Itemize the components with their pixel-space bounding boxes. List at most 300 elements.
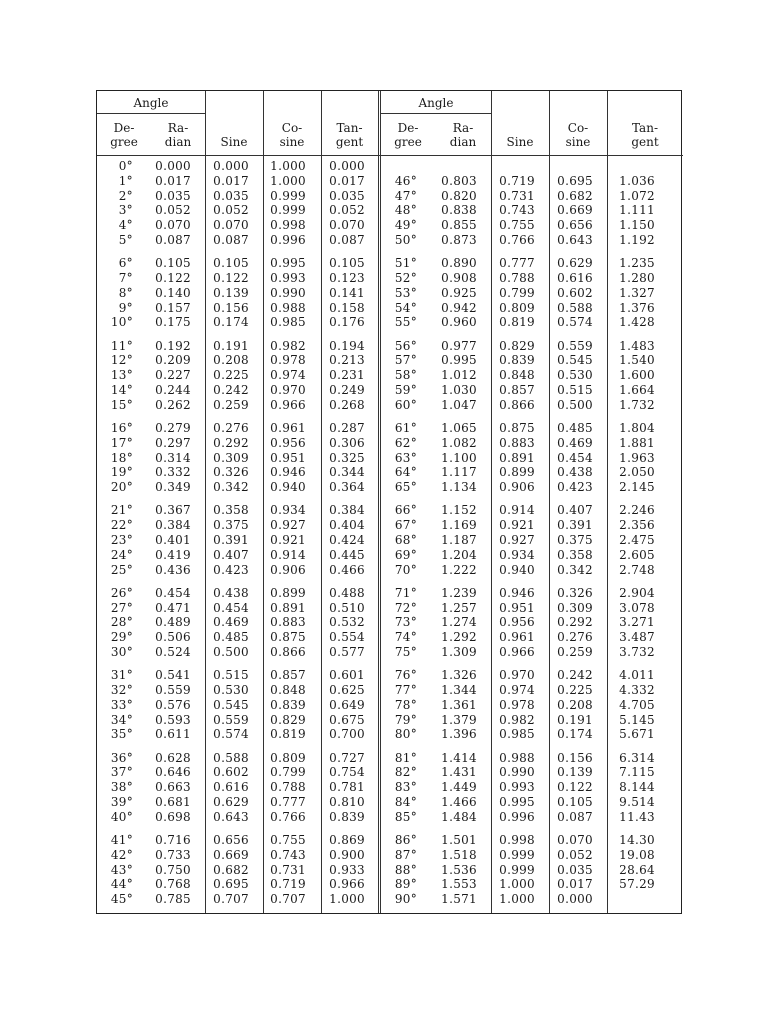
sine-cell: 0.998	[499, 833, 535, 847]
tangent-cell: 0.000	[329, 159, 365, 173]
cosine-cell: 0.485	[557, 421, 593, 435]
tangent-cell: 0.700	[329, 727, 365, 742]
tangent-cell: 19.08	[619, 847, 655, 862]
tangent-cell: 8.144	[619, 780, 655, 795]
sine-cell: 0.559	[213, 712, 249, 727]
cosine-cell: 0.731	[270, 862, 306, 877]
degree-cell: 54°	[394, 300, 417, 315]
tangent-cell: 1.963	[619, 450, 655, 465]
degree-cell: 32°	[110, 683, 133, 697]
sine-cell: 0.156	[213, 300, 249, 315]
degree-cell: 53°	[394, 285, 417, 300]
sine-cell: 0.848	[499, 368, 535, 383]
degree-cell: 73°	[394, 615, 417, 630]
degree-cell: 58°	[394, 368, 417, 383]
degree-cell: 59°	[394, 383, 417, 397]
tangent-cell: 0.554	[329, 630, 365, 645]
radian-cell: 1.326	[441, 668, 477, 683]
radian-cell: 0.140	[155, 285, 191, 300]
tangent-cell: 1.600	[619, 368, 655, 383]
tangent-cell: 0.532	[329, 615, 365, 630]
tangent-cell: 2.246	[619, 503, 655, 518]
tangent-cell: 2.145	[619, 480, 655, 495]
sine-cell: 0.707	[213, 892, 249, 907]
degree-cell: 28°	[110, 615, 133, 630]
tangent-cell: 0.445	[329, 547, 365, 562]
angle-header-rule	[97, 113, 205, 114]
tangent-cell: 2.748	[619, 562, 655, 577]
degree-cell: 84°	[394, 795, 417, 809]
degree-cell: 34°	[110, 712, 133, 727]
degree-cell: 12°	[110, 353, 133, 368]
tangent-cell: 2.904	[619, 585, 655, 600]
radian-cell: 0.803	[441, 173, 477, 188]
header-sine-left: Sine	[220, 135, 248, 149]
degree-cell: 24°	[110, 547, 133, 562]
sine-cell: 0.588	[213, 750, 249, 765]
sine-cell: 0.276	[213, 421, 249, 435]
sine-cell: 0.139	[213, 285, 249, 300]
radian-cell: 0.401	[155, 533, 191, 547]
radian-cell: 0.052	[155, 203, 191, 218]
radian-cell: 0.017	[155, 173, 191, 188]
cosine-cell: 0.946	[270, 465, 306, 480]
tangent-cell: 5.145	[619, 712, 655, 727]
radian-cell: 1.274	[441, 615, 477, 630]
degree-cell: 35°	[110, 727, 133, 742]
tangent-cell: 1.540	[619, 353, 655, 368]
sine-cell: 0.985	[499, 727, 535, 742]
tangent-cell	[595, 892, 655, 907]
tangent-cell: 0.364	[329, 480, 365, 495]
radian-cell: 0.995	[441, 353, 477, 368]
radian-cell: 0.192	[155, 338, 191, 353]
radian-cell: 1.431	[441, 765, 477, 780]
tangent-cell: 0.649	[329, 697, 365, 712]
radian-cell: 1.379	[441, 712, 477, 727]
tangent-cell: 4.705	[619, 697, 655, 712]
degree-cell: 87°	[394, 847, 417, 862]
degree-cell: 21°	[110, 503, 133, 518]
radian-cell: 1.047	[441, 397, 477, 412]
sine-cell: 0.839	[499, 353, 535, 368]
cosine-cell: 0.866	[270, 645, 306, 659]
sine-cell: 0.978	[499, 697, 535, 712]
tangent-cell: 0.625	[329, 683, 365, 697]
cosine-cell: 0.940	[270, 480, 306, 495]
header-angle-left: Angle	[133, 96, 169, 110]
radian-cell: 0.559	[155, 683, 191, 697]
radian-cell: 1.222	[441, 562, 477, 577]
header-rule	[97, 155, 683, 156]
sine-cell: 0.809	[499, 300, 535, 315]
radian-cell: 0.297	[155, 435, 191, 450]
radian-cell: 0.611	[155, 727, 191, 742]
degree-cell: 46°	[394, 173, 417, 188]
tangent-cell: 0.306	[329, 435, 365, 450]
sine-cell: 0.766	[499, 233, 535, 247]
sine-cell: 0.087	[213, 233, 249, 247]
tangent-cell: 0.141	[329, 285, 365, 300]
sine-cell: 0.485	[213, 630, 249, 645]
radian-cell: 0.209	[155, 353, 191, 368]
radian-cell: 0.820	[441, 188, 477, 203]
degree-cell: 85°	[394, 809, 417, 824]
cosine-cell: 0.999	[270, 188, 306, 203]
degree-cell: 8°	[118, 285, 133, 300]
sine-cell: 0.988	[499, 750, 535, 765]
radian-cell: 0.384	[155, 518, 191, 533]
radian-cell: 0.628	[155, 750, 191, 765]
radian-cell: 0.122	[155, 271, 191, 285]
sine-cell: 0.122	[213, 271, 249, 285]
tangent-cell: 0.675	[329, 712, 365, 727]
sine-cell: 0.469	[213, 615, 249, 630]
sine-cell: 0.995	[499, 795, 535, 809]
radian-cell: 0.367	[155, 503, 191, 518]
tangent-cell: 0.488	[329, 585, 365, 600]
degree-cell: 75°	[394, 645, 417, 659]
cosine-cell: 0.515	[557, 383, 593, 397]
cosine-cell: 0.848	[270, 683, 306, 697]
sine-cell: 0.656	[213, 833, 249, 847]
degree-cell: 11°	[110, 338, 133, 353]
sine-cell: 0.682	[213, 862, 249, 877]
header-radian-left: Ra- dian	[164, 121, 192, 149]
degree-cell: 72°	[394, 600, 417, 615]
cosine-cell: 0.682	[557, 188, 593, 203]
radian-cell: 0.314	[155, 450, 191, 465]
sine-cell: 0.616	[213, 780, 249, 795]
sine-cell: 0.966	[499, 645, 535, 659]
tangent-cell: 4.332	[619, 683, 655, 697]
tangent-cell: 0.070	[329, 218, 365, 233]
sine-cell: 0.530	[213, 683, 249, 697]
radian-cell: 0.925	[441, 285, 477, 300]
cosine-cell: 0.719	[270, 877, 306, 892]
cosine-cell: 0.875	[270, 630, 306, 645]
degree-cell: 50°	[394, 233, 417, 247]
cosine-cell: 0.799	[270, 765, 306, 780]
radian-cell: 0.524	[155, 645, 191, 659]
radian-cell: 1.134	[441, 480, 477, 495]
degree-cell: 36°	[110, 750, 133, 765]
sine-cell: 0.105	[213, 256, 249, 271]
radian-cell: 0.157	[155, 300, 191, 315]
degree-cell: 80°	[394, 727, 417, 742]
degree-cell: 40°	[110, 809, 133, 824]
angle-header-rule	[381, 113, 491, 114]
radian-cell: 1.204	[441, 547, 477, 562]
sine-cell: 0.996	[499, 809, 535, 824]
radian-cell: 0.070	[155, 218, 191, 233]
tangent-cell: 3.271	[619, 615, 655, 630]
sine-cell: 0.946	[499, 585, 535, 600]
tangent-cell: 0.781	[329, 780, 365, 795]
sine-cell: 0.174	[213, 315, 249, 330]
header-cosine-right: Co- sine	[565, 121, 591, 149]
sine-cell: 0.000	[213, 159, 249, 173]
tangent-cell: 6.314	[619, 750, 655, 765]
degree-cell: 68°	[394, 533, 417, 547]
cosine-cell: 0.000	[557, 892, 593, 907]
radian-cell: 0.349	[155, 480, 191, 495]
tangent-cell: 0.424	[329, 533, 365, 547]
degree-cell: 38°	[110, 780, 133, 795]
radian-cell: 0.698	[155, 809, 191, 824]
tangent-cell: 1.150	[619, 218, 655, 233]
radian-cell: 0.750	[155, 862, 191, 877]
sine-cell: 0.070	[213, 218, 249, 233]
radian-cell: 0.855	[441, 218, 477, 233]
tangent-cell: 0.052	[329, 203, 365, 218]
tangent-cell: 0.123	[329, 271, 365, 285]
tangent-cell: 0.510	[329, 600, 365, 615]
radian-cell: 0.890	[441, 256, 477, 271]
degree-cell: 42°	[110, 847, 133, 862]
degree-cell: 45°	[110, 892, 133, 907]
cosine-cell: 0.899	[270, 585, 306, 600]
radian-cell: 0.175	[155, 315, 191, 330]
degree-cell: 2°	[118, 188, 133, 203]
radian-cell: 0.227	[155, 368, 191, 383]
radian-cell: 0.960	[441, 315, 477, 330]
sine-cell: 0.990	[499, 765, 535, 780]
degree-cell: 65°	[394, 480, 417, 495]
cosine-cell: 0.309	[557, 600, 593, 615]
sine-cell: 1.000	[499, 877, 535, 892]
cosine-cell: 0.669	[557, 203, 593, 218]
radian-cell: 0.576	[155, 697, 191, 712]
radian-cell: 1.449	[441, 780, 477, 795]
cosine-cell: 0.988	[270, 300, 306, 315]
sine-cell: 0.921	[499, 518, 535, 533]
sine-cell: 0.292	[213, 435, 249, 450]
degree-cell: 20°	[110, 480, 133, 495]
tangent-cell: 0.900	[329, 847, 365, 862]
degree-cell: 19°	[110, 465, 133, 480]
radian-cell: 1.065	[441, 421, 477, 435]
degree-cell: 6°	[118, 256, 133, 271]
radian-cell: 1.082	[441, 435, 477, 450]
tangent-cell: 5.671	[619, 727, 655, 742]
tangent-cell: 0.404	[329, 518, 365, 533]
cosine-cell: 0.951	[270, 450, 306, 465]
radian-cell: 0.593	[155, 712, 191, 727]
sine-cell: 0.035	[213, 188, 249, 203]
sine-cell: 0.259	[213, 397, 249, 412]
cosine-cell: 0.656	[557, 218, 593, 233]
degree-cell: 86°	[394, 833, 417, 847]
radian-cell: 0.000	[155, 159, 191, 173]
tangent-cell: 0.966	[329, 877, 365, 892]
header-sine-right: Sine	[506, 135, 534, 149]
cosine-cell: 0.829	[270, 712, 306, 727]
radian-cell: 0.105	[155, 256, 191, 271]
radian-cell: 0.541	[155, 668, 191, 683]
tangent-cell: 7.115	[619, 765, 655, 780]
cosine-cell: 0.500	[557, 397, 593, 412]
tangent-cell: 3.078	[619, 600, 655, 615]
cosine-cell: 0.956	[270, 435, 306, 450]
sine-cell: 0.866	[499, 397, 535, 412]
cosine-cell: 0.259	[557, 645, 593, 659]
sine-cell: 0.999	[499, 847, 535, 862]
degree-cell: 13°	[110, 368, 133, 383]
header-radian-right: Ra- dian	[449, 121, 477, 149]
degree-cell: 27°	[110, 600, 133, 615]
degree-cell: 63°	[394, 450, 417, 465]
sine-cell: 0.799	[499, 285, 535, 300]
radian-cell: 0.279	[155, 421, 191, 435]
radian-cell: 1.257	[441, 600, 477, 615]
degree-cell: 62°	[394, 435, 417, 450]
tangent-cell: 0.754	[329, 765, 365, 780]
tangent-cell: 1.000	[329, 892, 365, 907]
degree-cell: 57°	[394, 353, 417, 368]
sine-cell: 0.438	[213, 585, 249, 600]
radian-cell: 0.244	[155, 383, 191, 397]
tangent-cell: 0.194	[329, 338, 365, 353]
cosine-cell: 0.052	[557, 847, 593, 862]
degree-cell: 31°	[110, 668, 133, 683]
radian-cell: 1.100	[441, 450, 477, 465]
degree-cell: 69°	[394, 547, 417, 562]
cosine-cell: 0.391	[557, 518, 593, 533]
sine-cell: 0.225	[213, 368, 249, 383]
radian-cell: 1.152	[441, 503, 477, 518]
radian-cell: 0.942	[441, 300, 477, 315]
cosine-cell: 0.961	[270, 421, 306, 435]
cosine-cell: 0.191	[557, 712, 593, 727]
radian-cell: 0.262	[155, 397, 191, 412]
cosine-cell: 0.883	[270, 615, 306, 630]
tangent-cell: 0.384	[329, 503, 365, 518]
radian-cell: 1.414	[441, 750, 477, 765]
cosine-cell: 0.139	[557, 765, 593, 780]
radian-cell: 0.663	[155, 780, 191, 795]
sine-cell: 0.017	[213, 173, 249, 188]
sine-cell: 0.342	[213, 480, 249, 495]
tangent-cell: 0.287	[329, 421, 365, 435]
tangent-cell: 2.475	[619, 533, 655, 547]
sine-cell: 0.208	[213, 353, 249, 368]
sine-cell: 0.961	[499, 630, 535, 645]
sine-cell: 0.970	[499, 668, 535, 683]
degree-cell: 61°	[394, 421, 417, 435]
radian-cell: 0.436	[155, 562, 191, 577]
cosine-cell: 0.982	[270, 338, 306, 353]
sine-cell: 0.883	[499, 435, 535, 450]
cosine-cell: 0.996	[270, 233, 306, 247]
cosine-cell: 0.358	[557, 547, 593, 562]
cosine-cell: 0.122	[557, 780, 593, 795]
degree-cell: 17°	[110, 435, 133, 450]
radian-cell: 1.309	[441, 645, 477, 659]
sine-cell: 0.819	[499, 315, 535, 330]
degree-cell: 74°	[394, 630, 417, 645]
radian-cell: 1.484	[441, 809, 477, 824]
radian-cell: 0.838	[441, 203, 477, 218]
degree-cell: 9°	[118, 300, 133, 315]
tangent-cell: 4.011	[619, 668, 655, 683]
cosine-cell: 0.454	[557, 450, 593, 465]
tangent-cell: 3.487	[619, 630, 655, 645]
tangent-cell: 1.192	[619, 233, 655, 247]
tangent-cell: 0.601	[329, 668, 365, 683]
cosine-cell: 0.777	[270, 795, 306, 809]
tangent-cell: 1.664	[619, 383, 655, 397]
cosine-cell: 0.530	[557, 368, 593, 383]
sine-cell: 0.891	[499, 450, 535, 465]
tangent-cell: 11.43	[619, 809, 655, 824]
sine-cell: 0.993	[499, 780, 535, 795]
degree-cell: 22°	[110, 518, 133, 533]
radian-cell: 0.035	[155, 188, 191, 203]
tangent-cell: 3.732	[619, 645, 655, 659]
cosine-cell: 0.974	[270, 368, 306, 383]
cosine-cell: 0.921	[270, 533, 306, 547]
degree-cell: 18°	[110, 450, 133, 465]
tangent-cell: 1.072	[619, 188, 655, 203]
sine-cell: 0.423	[213, 562, 249, 577]
sine-cell: 0.899	[499, 465, 535, 480]
tangent-cell: 0.325	[329, 450, 365, 465]
sine-cell: 0.629	[213, 795, 249, 809]
radian-cell: 0.646	[155, 765, 191, 780]
sine-cell: 0.927	[499, 533, 535, 547]
tangent-cell: 9.514	[619, 795, 655, 809]
tangent-cell: 28.64	[619, 862, 655, 877]
radian-cell: 0.454	[155, 585, 191, 600]
cosine-cell: 0.643	[557, 233, 593, 247]
tangent-cell: 1.428	[619, 315, 655, 330]
header-tangent-left: Tan- gent	[335, 121, 364, 149]
degree-cell: 1°	[118, 173, 133, 188]
tangent-cell: 0.105	[329, 256, 365, 271]
cosine-cell: 1.000	[270, 173, 306, 188]
cosine-cell: 0.993	[270, 271, 306, 285]
tangent-cell: 0.466	[329, 562, 365, 577]
radian-cell: 0.768	[155, 877, 191, 892]
degree-cell: 47°	[394, 188, 417, 203]
radian-cell: 1.187	[441, 533, 477, 547]
sine-cell: 0.906	[499, 480, 535, 495]
radian-cell: 0.873	[441, 233, 477, 247]
cosine-cell: 0.914	[270, 547, 306, 562]
degree-cell: 81°	[394, 750, 417, 765]
degree-cell: 30°	[110, 645, 133, 659]
cosine-cell: 0.469	[557, 435, 593, 450]
degree-cell: 51°	[394, 256, 417, 271]
cosine-cell: 0.819	[270, 727, 306, 742]
cosine-cell: 0.970	[270, 383, 306, 397]
cosine-cell: 0.891	[270, 600, 306, 615]
tangent-cell: 1.881	[619, 435, 655, 450]
degree-cell: 3°	[118, 203, 133, 218]
radian-cell: 1.169	[441, 518, 477, 533]
tangent-cell: 0.810	[329, 795, 365, 809]
tangent-cell: 2.050	[619, 465, 655, 480]
cosine-cell: 0.588	[557, 300, 593, 315]
sine-cell: 0.857	[499, 383, 535, 397]
sine-cell: 0.242	[213, 383, 249, 397]
degree-cell: 23°	[110, 533, 133, 547]
tangent-cell: 57.29	[619, 877, 655, 892]
degree-cell: 66°	[394, 503, 417, 518]
degree-cell: 83°	[394, 780, 417, 795]
tangent-cell: 0.176	[329, 315, 365, 330]
